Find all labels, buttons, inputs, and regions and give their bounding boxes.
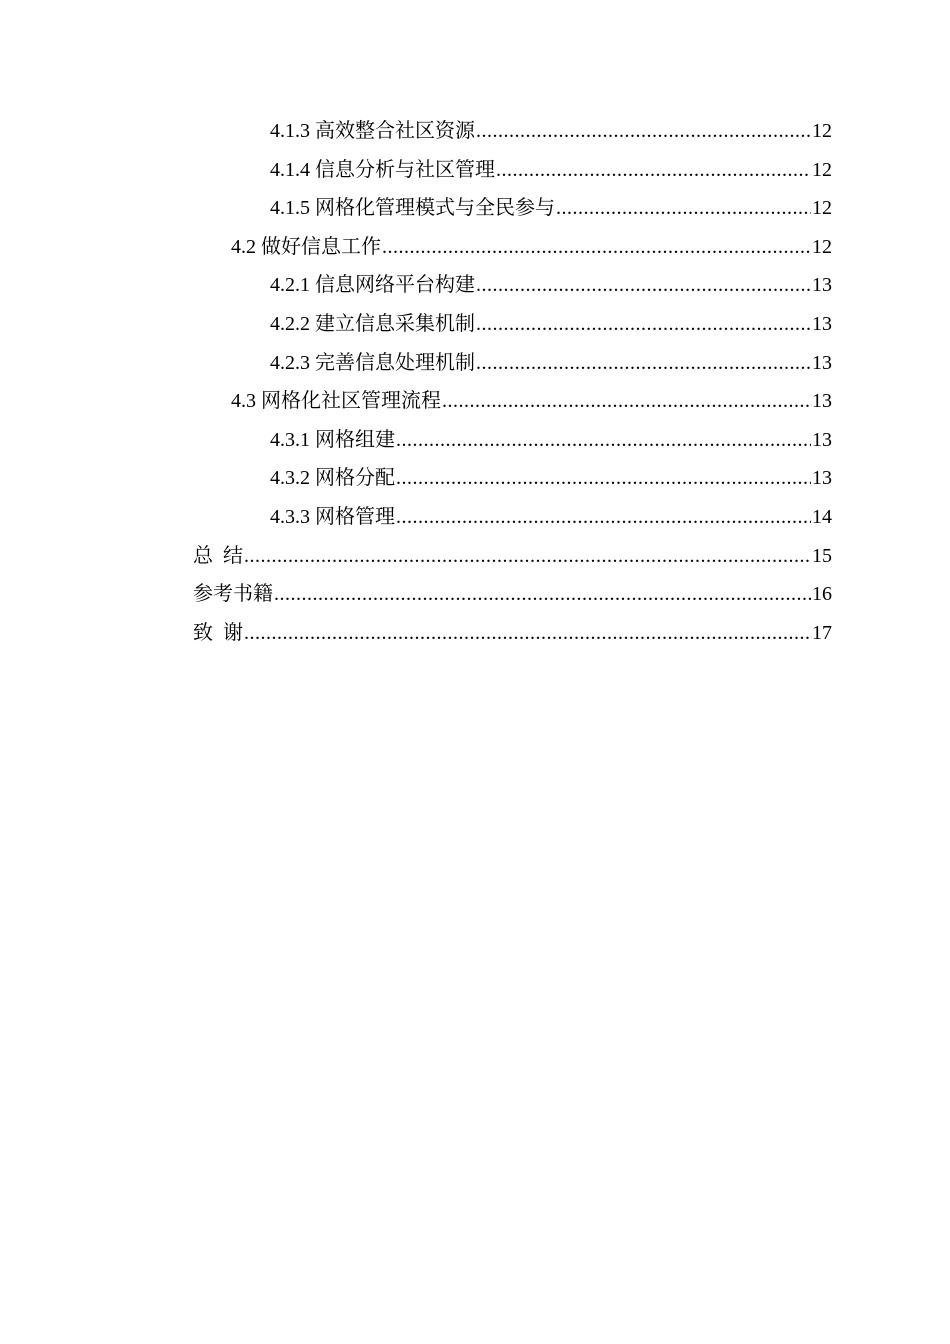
toc-entry[interactable] [0,614,950,653]
toc-entry-title: 4.1.5 网格化管理模式与全民参与 [270,197,555,220]
toc-entry-title: 4.2.3 完善信息处理机制 [270,351,475,374]
toc-entry-page-number: 13 [812,312,832,335]
toc-entry[interactable] [0,112,950,151]
toc-dot-leader [442,382,811,421]
toc-entry-page-number: 12 [812,197,832,220]
toc-entry[interactable] [0,344,950,383]
toc-dot-leader [396,421,811,460]
toc-dot-leader [244,537,811,576]
toc-entry-page-number: 13 [812,467,832,490]
toc-entry-title: 4.3.3 网格管理 [270,505,395,528]
toc-dot-leader [382,228,811,267]
toc-entry-title: 4.1.4 信息分析与社区管理 [270,158,495,181]
toc-dot-leader [496,151,811,190]
toc-entry-page-number: 13 [812,351,832,374]
toc-entry-title: 4.2.1 信息网络平台构建 [270,274,475,297]
toc-dot-leader [396,498,811,537]
toc-entry[interactable] [0,537,950,576]
toc-entry-page-number: 12 [812,158,832,181]
toc-entry-page-number: 13 [812,390,832,413]
toc-entry[interactable] [0,305,950,344]
toc-entry[interactable] [0,575,950,614]
toc-dot-leader [244,614,811,653]
toc-entry-page-number: 15 [812,544,832,567]
toc-entry[interactable] [0,189,950,228]
toc-dot-leader [476,305,811,344]
toc-dot-leader [556,189,811,228]
toc-entry-page-number: 12 [812,120,832,142]
toc-entry-page-number: 12 [812,235,832,258]
toc-entry[interactable] [0,266,950,305]
table-of-contents [0,112,950,652]
toc-entry-page-number: 13 [812,274,832,297]
toc-entry-page-number: 14 [812,505,832,528]
toc-entry-title: 4.3.2 网格分配 [270,467,395,490]
toc-dot-leader [476,112,811,151]
toc-entry[interactable] [0,382,950,421]
toc-entry-title: 总 结 [193,544,243,567]
toc-dot-leader [476,266,811,305]
toc-entry-title: 4.3.1 网格组建 [270,428,395,451]
toc-entry-title: 4.3 网格化社区管理流程 [231,390,441,413]
toc-dot-leader [274,575,811,614]
toc-entry[interactable] [0,421,950,460]
toc-dot-leader [396,459,811,498]
toc-entry-title: 4.2 做好信息工作 [231,235,381,258]
toc-entry-page-number: 17 [812,621,832,644]
toc-entry-title: 致 谢 [193,621,243,644]
toc-entry-title: 4.2.2 建立信息采集机制 [270,312,475,335]
toc-entry-title: 4.1.3 高效整合社区资源 [270,120,475,142]
toc-dot-leader [476,344,811,383]
toc-entry-page-number: 16 [812,583,832,606]
toc-entry-title: 参考书籍 [193,583,273,606]
toc-entry[interactable] [0,459,950,498]
toc-entry[interactable] [0,151,950,190]
toc-entry[interactable] [0,498,950,537]
toc-entry-page-number: 13 [812,428,832,451]
toc-entry[interactable] [0,228,950,267]
